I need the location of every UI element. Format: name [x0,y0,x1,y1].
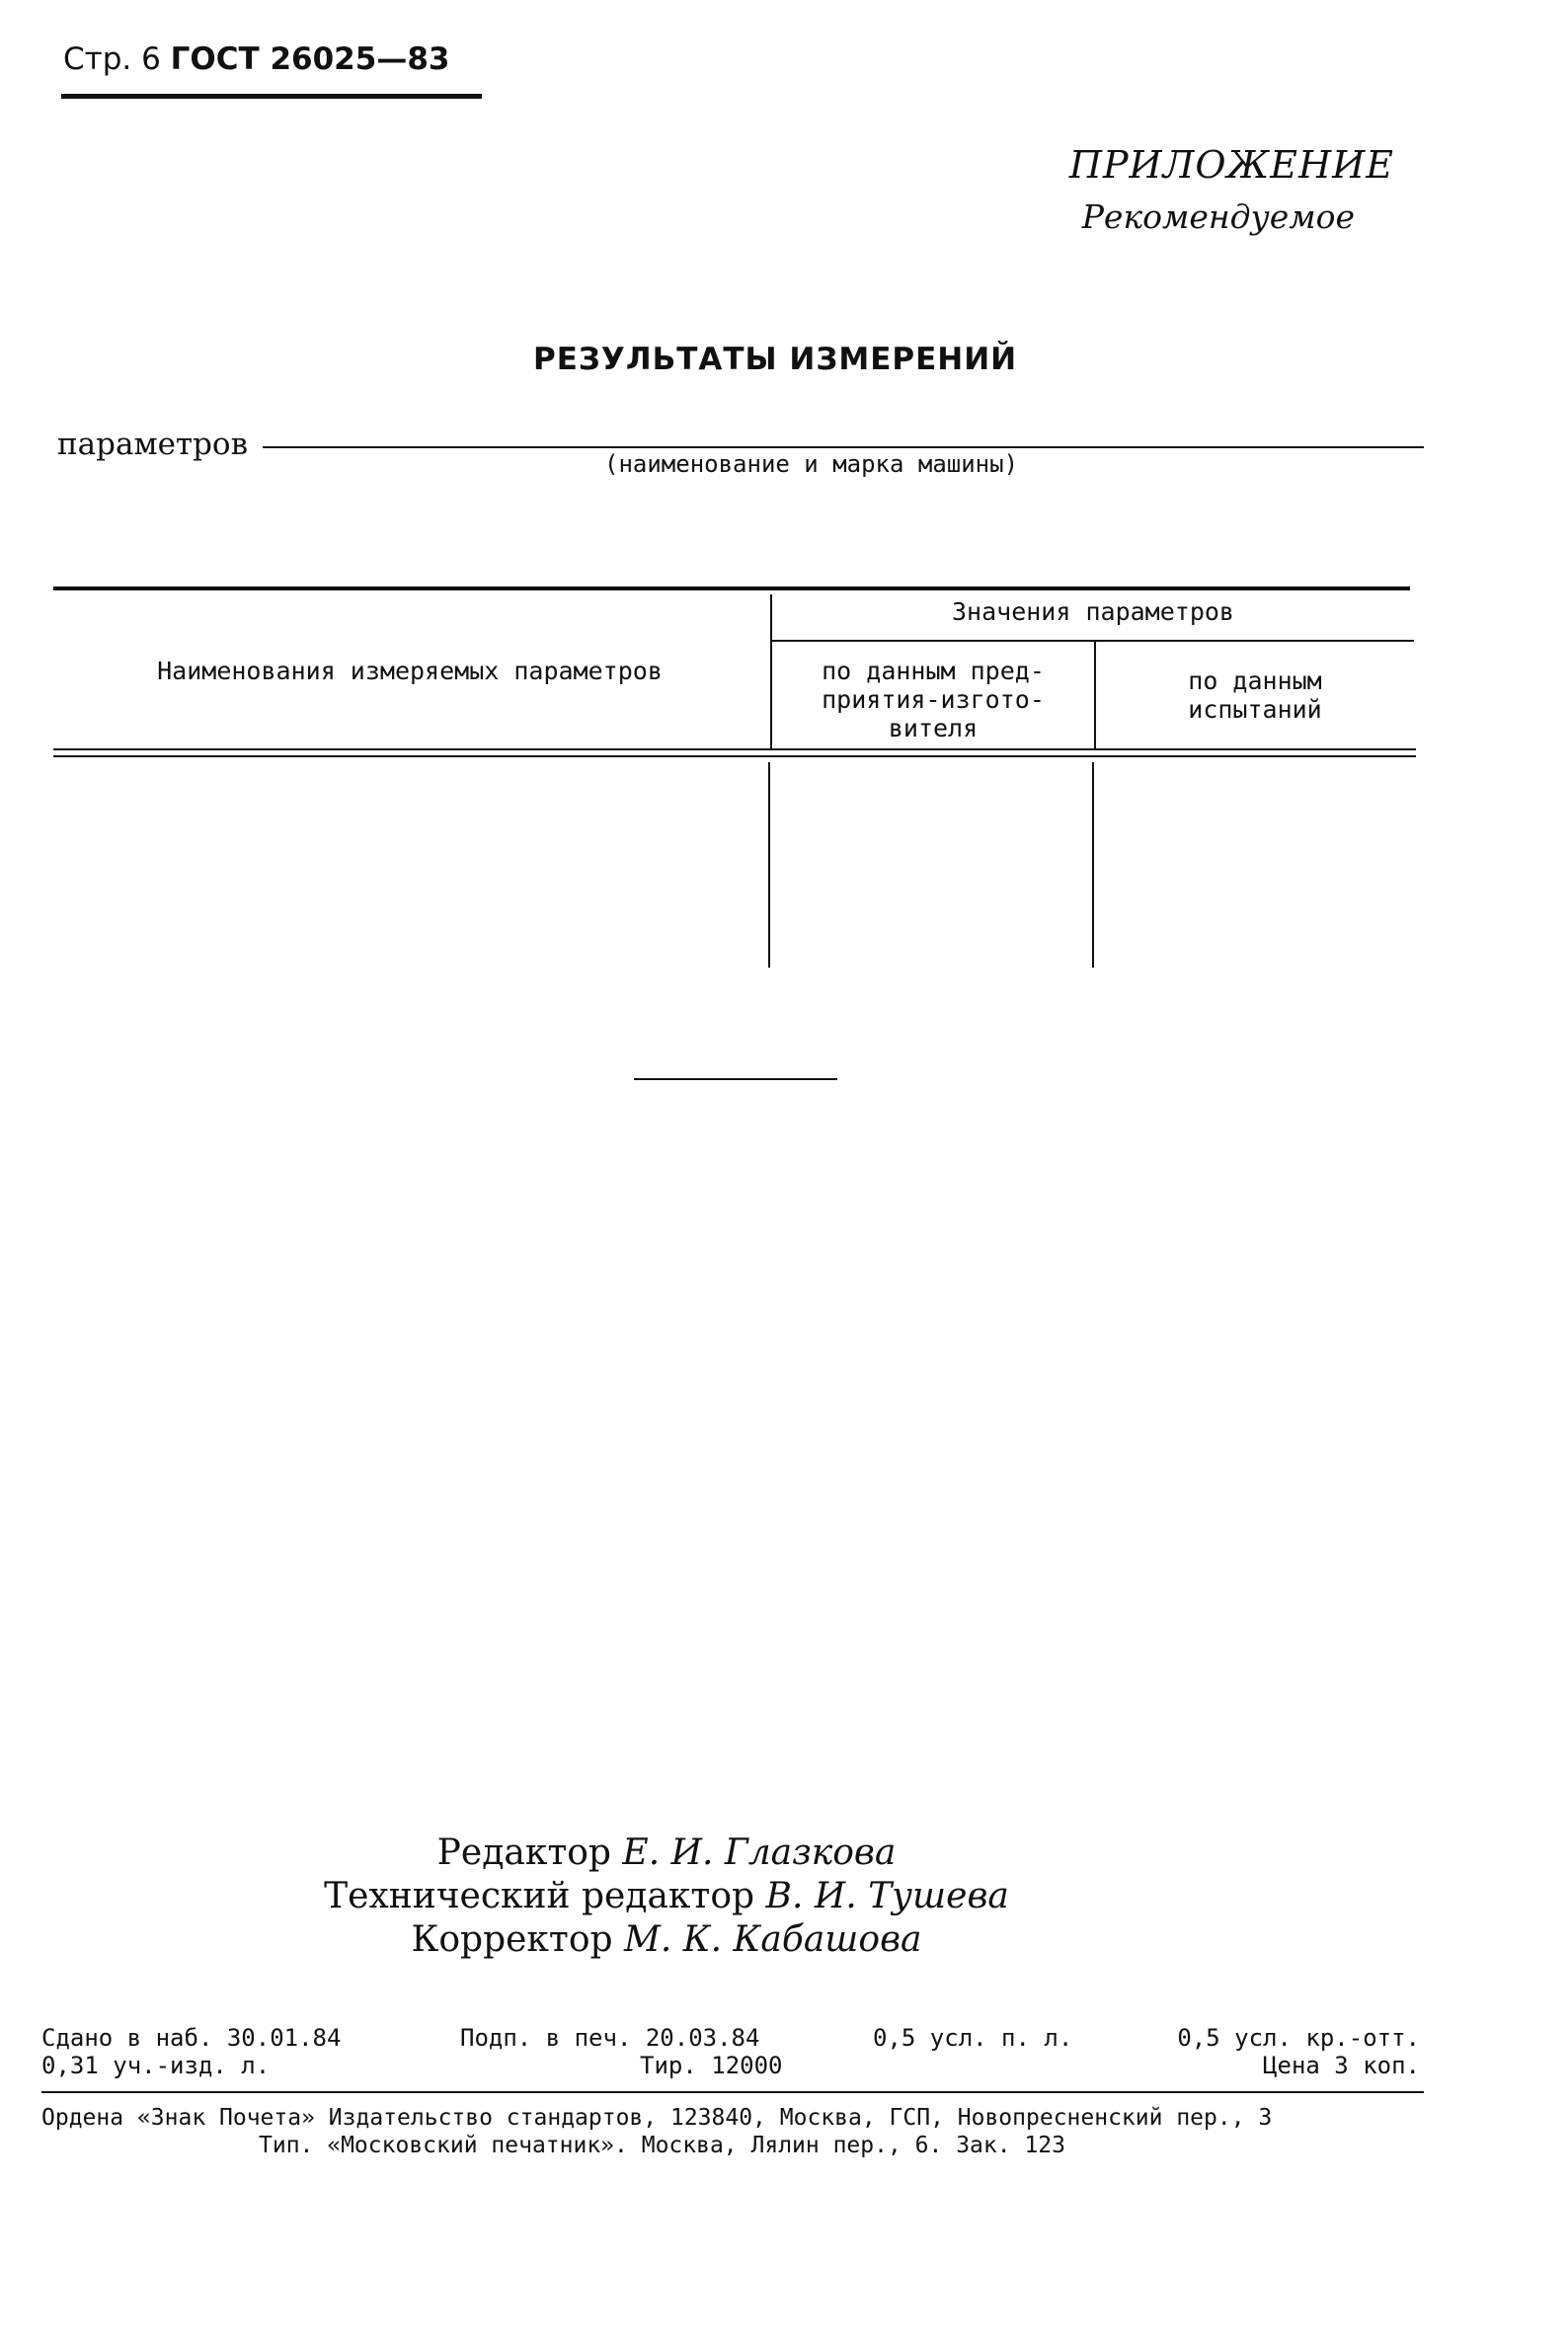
gost-number: ГОСТ 26025—83 [170,41,450,77]
table-body-vline-2 [1092,762,1094,968]
params-label: параметров [57,427,249,462]
imprint-submitted: Сдано в наб. 30.01.84 [41,2024,342,2052]
credit-editor [0,1832,1333,1873]
editor-name: Е. И. Глазкова [622,1832,897,1873]
tech-editor-name: В. И. Тушева [765,1876,1009,1916]
appendix-subtitle: Рекомендуемое [1081,197,1355,236]
section-end-rule [634,1078,837,1080]
imprint-printer: Тип. «Московский печатник». Москва, Лялин пер., 6. Зак. 123 [259,2133,1065,2158]
page-number: Стр. 6 [63,41,161,77]
editor-label: Редактор [436,1832,611,1873]
page-header [63,41,449,77]
table-group-rule [772,640,1414,642]
imprint-rule [41,2091,1424,2093]
col-header-manufacturer-line: по данным пред- [822,657,1045,685]
tech-editor-label: Технический редактор [324,1876,755,1916]
appendix-title: ПРИЛОЖЕНИЕ [1068,143,1394,187]
col-header-tests-line: испытаний [1188,694,1322,724]
table-top-rule [53,586,1410,590]
col-header-manufacturer-line: вителя [888,713,979,742]
table-body-vline-1 [768,762,770,968]
header-rule [61,94,482,99]
document-title: РЕЗУЛЬТАТЫ ИЗМЕРЕНИЙ [533,342,1018,377]
credit-tech-editor [0,1876,1333,1916]
col-header-tests-line: по данным [1188,666,1322,695]
table-header-rule-b [53,755,1416,757]
params-caption: (наименование и марка машины) [604,450,1019,478]
col-header-tests [1096,667,1414,725]
corrector-name: М. К. Кабашова [624,1919,922,1960]
imprint-circulation: Тир. 12000 [640,2052,783,2079]
credit-corrector [0,1919,1333,1960]
col-header-group: Значения параметров [952,597,1234,626]
imprint-print-sheets: 0,5 усл. п. л. [873,2024,1073,2052]
col-header-manufacturer [772,658,1094,742]
table-header-rule-a [53,748,1416,750]
corrector-label: Корректор [411,1919,613,1960]
imprint-signed: Подп. в печ. 20.03.84 [460,2024,760,2052]
imprint-publisher: Ордена «Знак Почета» Издательство стандартов, 123840, Москва, ГСП, Новопресненский пер., 3 [41,2105,1273,2131]
col-header-parameter-names: Наименования измеряемых параметров [157,657,663,685]
imprint-price: Цена 3 коп. [1263,2052,1420,2079]
col-header-manufacturer-line: приятия-изгото- [822,684,1045,714]
params-fill-line [263,446,1424,448]
imprint-color-prints: 0,5 усл. кр.-отт. [1177,2024,1420,2052]
imprint-pub-sheets: 0,31 уч.-изд. л. [41,2052,271,2079]
